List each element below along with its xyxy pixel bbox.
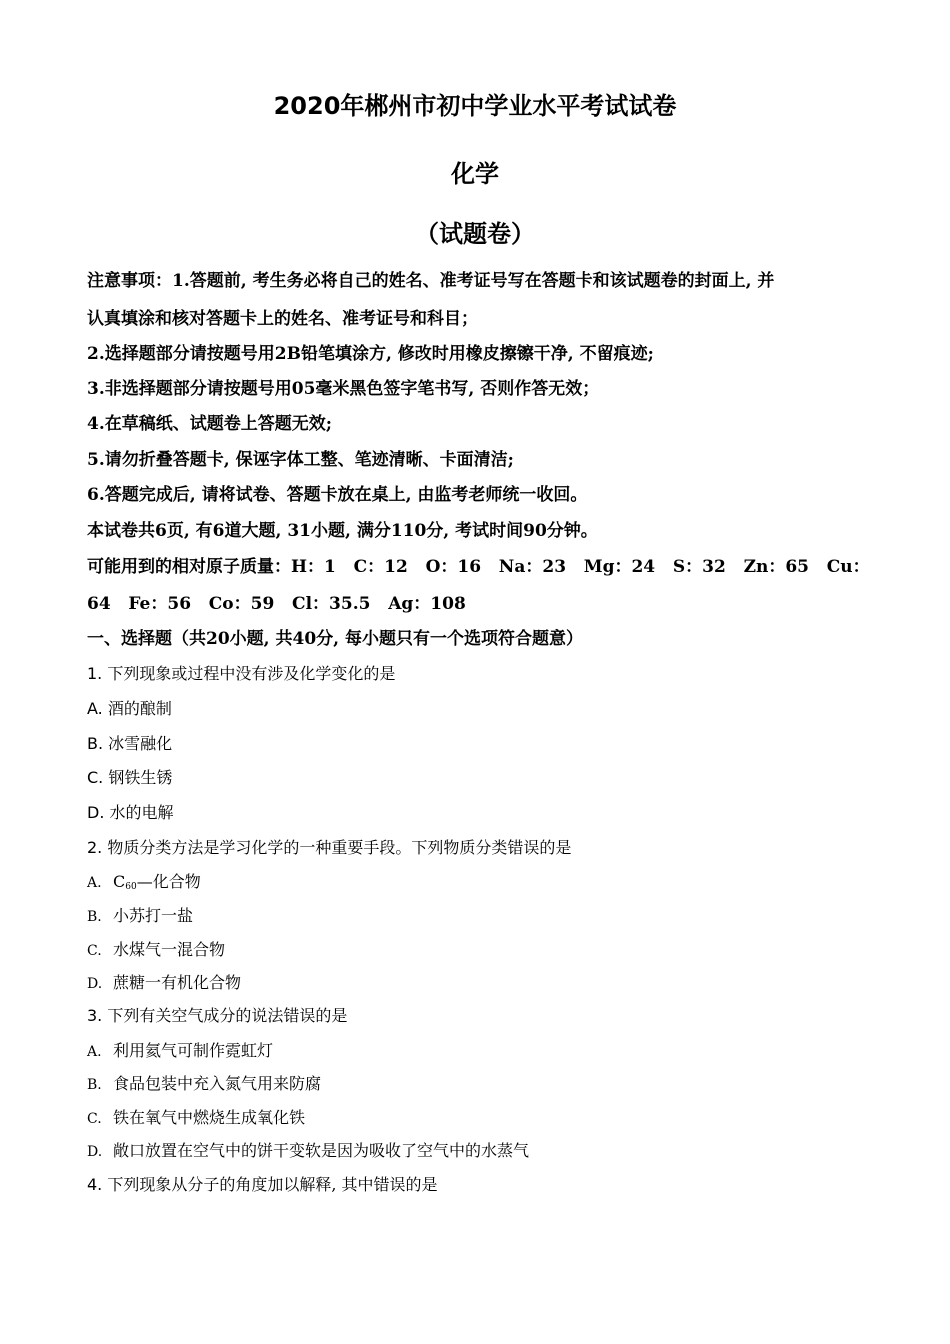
option-text: 敞口放置在空气中的饼干变软是因为吸收了空气中的水蒸气 (113, 1141, 530, 1160)
q1-option-a (87, 698, 172, 720)
option-text: 食品包装中充入氮气用来防腐 (113, 1074, 322, 1093)
notice-item-3: 3.非选择题部分请按题号用05毫米黑色签字笔书写, 否则作答无效； (87, 379, 600, 399)
q1-option-d (87, 802, 174, 824)
q3-option-b (87, 1073, 321, 1096)
question-3 (87, 1005, 347, 1027)
option-label: A. (87, 1044, 102, 1060)
option-text: 水煤气一混合物 (113, 940, 226, 959)
question-number: 1. (87, 664, 103, 683)
option-label: B. (87, 734, 104, 753)
q3-option-c (87, 1107, 305, 1130)
option-label: C. (87, 1111, 102, 1127)
question-number: 3. (87, 1006, 103, 1025)
q1-option-c (87, 767, 172, 789)
q2-option-b (87, 905, 193, 928)
option-text: 小苏打一盐 (113, 906, 194, 925)
option-text: 水的电解 (109, 803, 174, 822)
option-text: 冰雪融化 (108, 734, 173, 753)
option-text: 钢铁生锈 (108, 768, 173, 787)
formula-symbol: C (113, 872, 126, 891)
option-label: D. (87, 976, 103, 992)
notice-line-1: 注意事项：1.答题前, 考生务必将自己的姓名、准考证号写在答题卡和该试题卷的封面上, 并 (87, 271, 775, 291)
notice-item-2: 2.选择题部分请按题号用2B铅笔填涂方, 修改时用橡皮擦镲干净, 不留痕迹; (87, 344, 654, 364)
section-heading: 一、选择题（共20小题, 共40分, 每小题只有一个选项符合题意） (87, 629, 583, 649)
option-label: A. (87, 699, 103, 718)
notice-item-5: 5.请勿折叠答题卡, 保诬字体工整、笔迹清晰、卡面清洁; (87, 450, 514, 470)
option-text: 蔗糖一有机化合物 (113, 973, 242, 992)
question-2 (87, 837, 571, 859)
subject-title: 化学 (451, 160, 499, 188)
question-text: 物质分类方法是学习化学的一种重要手段。下列物质分类错误的是 (107, 838, 572, 857)
option-label: A. (87, 875, 102, 891)
option-label: C. (87, 768, 104, 787)
question-text: 下列现象或过程中没有涉及化学变化的是 (107, 664, 396, 683)
notice-item-6: 6.答题完成后, 请将试卷、答题卡放在桌上, 由监考老师统一收回。 (87, 485, 588, 505)
question-1 (87, 663, 395, 685)
q3-option-a (87, 1040, 273, 1063)
question-number: 2. (87, 838, 103, 857)
option-text: 利用氦气可制作霓虹灯 (113, 1041, 274, 1060)
option-label: C. (87, 943, 102, 959)
question-text: 下列有关空气成分的说法错误的是 (107, 1006, 348, 1025)
q2-option-a (87, 871, 201, 898)
q2-option-d (87, 972, 241, 995)
atomic-mass-line-1: 可能用到的相对原子质量：H：1 C：12 O：16 Na：23 Mg：24 S：32 Zn：65 Cu： (87, 557, 870, 577)
option-label: D. (87, 803, 105, 822)
exam-title: 2020年郴州市初中学业水平考试试卷 (273, 92, 677, 120)
notice-item-4: 4.在草稿纸、试题卷上答题无效; (87, 414, 333, 434)
option-text: 铁在氧气中燃烧生成氧化铁 (113, 1108, 306, 1127)
question-4 (87, 1174, 438, 1196)
option-label: B. (87, 909, 102, 925)
question-number: 4. (87, 1175, 103, 1194)
option-label: B. (87, 1077, 102, 1093)
exam-summary: 本试卷共6页, 有6道大题, 31小题, 满分110分, 考试时间90分钟。 (87, 521, 598, 541)
option-label: D. (87, 1144, 103, 1160)
q3-option-d (87, 1140, 529, 1163)
paper-label: （试题卷） (415, 220, 535, 248)
atomic-mass-line-2: 64 Fe：56 Co：59 Cl：35.5 Ag：108 (87, 594, 466, 614)
option-text: 酒的酿制 (107, 699, 172, 718)
q2-option-c (87, 939, 225, 962)
q1-option-b (87, 733, 172, 755)
formula-subscript: 60 (125, 882, 137, 892)
option-text: —化合物 (136, 872, 201, 891)
notice-line-2: 认真填涂和核对答题卡上的姓名、准考证号和科目； (87, 309, 478, 329)
question-text: 下列现象从分子的角度加以解释, 其中错误的是 (107, 1175, 438, 1194)
